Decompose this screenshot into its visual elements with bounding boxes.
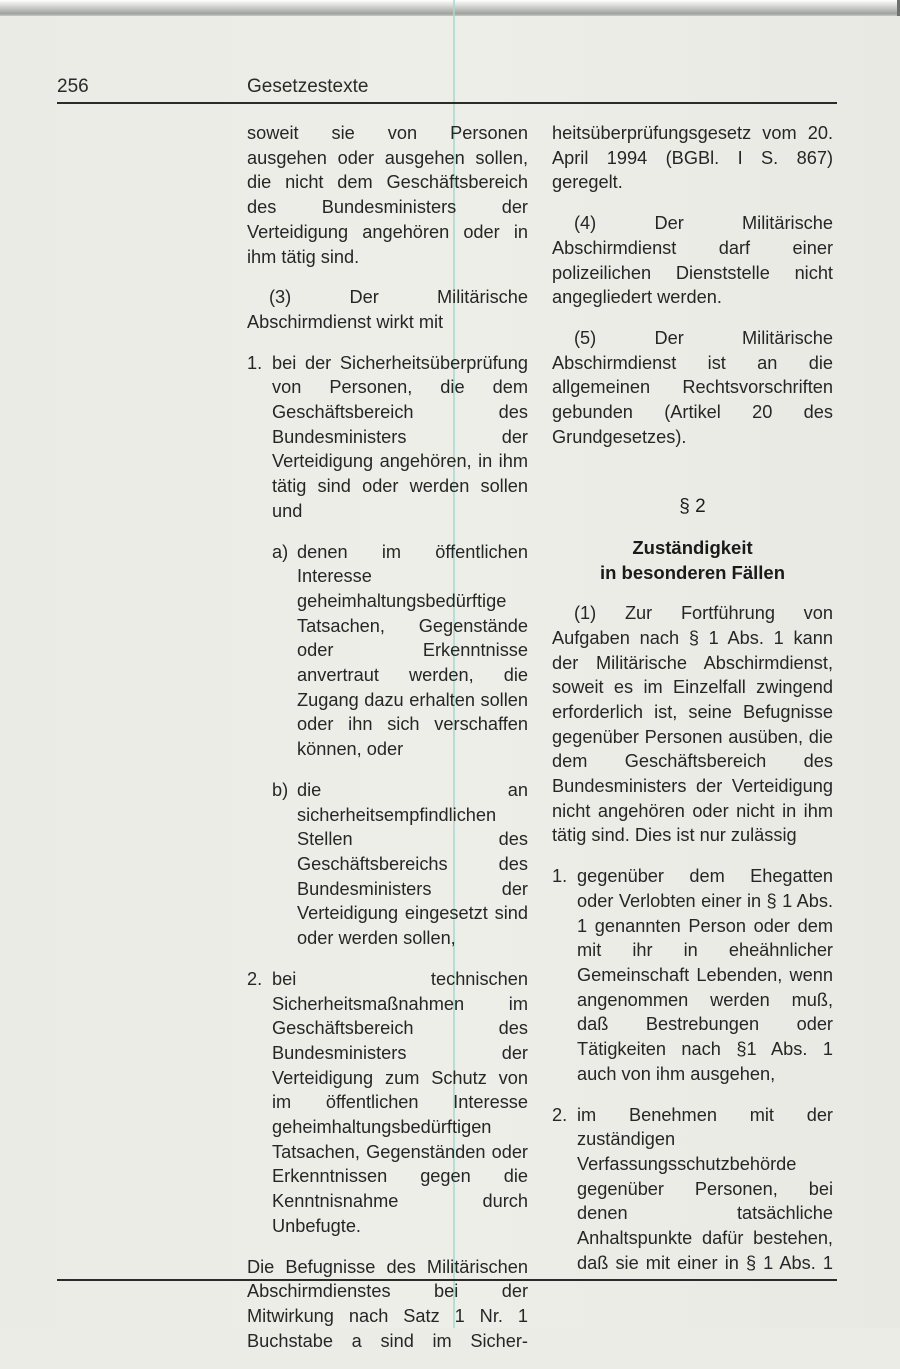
list-subitem-a [247,540,528,762]
list-item-text: gegenüber dem Ehegatten oder Verlobten einer in § 1 Abs. 1 genannten Person oder dem mit ihr in eheähnlicher Gemeinschaft Lebenden, wenn angenommen werden muß, daß Bestrebungen oder Tätigkeiten nach §1 Abs. 1 auch von ihm ausgehen, [577,866,833,1084]
list-item-text: denen im öffentlichen Interesse geheimhaltungsbedürftige Tatsachen, Gegenstände oder Erkenntnisse anvertraut werden, die Zugang dazu erhalten sollen oder ihn sich verschaffen können, oder [297,541,528,760]
paragraph-abs-5: (5) Der Militärische Abschirmdienst ist an die allgemeinen Rechtsvorschriften gebunden (Artikel 20 des Grundgesetzes). [552,327,833,447]
scan-border-top [0,0,900,16]
page-header [57,76,837,100]
left-column [247,121,528,1369]
list-item-text: bei technischen Sicherheitsmaßnahmen im Geschäftsbereich des Bundesministers der Verteidigung zum Schutz von im öffentlichen Interesse geheimhaltungsbedürftigen Tatsachen, Gegenständen oder Erkenntnissen gegen die Kenntnisnahme durch Unbefugte. [272,968,528,1236]
list-marker: 1. [247,352,263,373]
list-marker: a) [272,541,289,562]
right-column [552,121,833,1291]
paragraph: Die Befugnisse des Militärischen Abschirmdienstes bei der Mitwirkung nach Satz 1 Nr. 1 Buchstabe a sind im Sicher- [247,1256,528,1351]
page-number: 256 [57,76,89,97]
paragraph: heitsüberprüfungsgesetz vom 20. April 1994 (BGBl. I S. 867) geregelt. [552,123,833,193]
footer-rule [57,1279,837,1281]
section-title-line: in besonderen Fällen [599,561,786,583]
paragraph: soweit sie von Personen ausgehen oder ausgehen sollen, die nicht dem Geschäftsbereich des Bundesministers der Verteidigung angehören oder in ihm tätig sind. [247,123,528,267]
list-item-1 [247,351,528,524]
list-item-2 [552,1103,833,1276]
paragraph-abs-1: (1) Zur Fortführung von Aufgaben nach § 1 Abs. 1 kann der Militärische Abschirmdienst, soweit es im Einzelfall zwingend erforderlich ist, seine Befugnisse gegenüber Personen ausüben, die dem Geschäftsbereich des Bundesministers der Verteidigung nicht angehören oder nicht in ihm tätig sind. Dies ist nur zulässig [552,603,833,846]
list-marker: b) [272,779,289,800]
list-marker: 1. [552,866,568,887]
list-marker: 2. [247,968,263,989]
list-item-2 [247,967,528,1239]
list-marker: 2. [552,1104,568,1125]
section-title-line: Zuständigkeit [632,537,753,559]
running-head: Gesetzestexte [247,76,369,97]
list-item-text: im Benehmen mit der zuständigen Verfassungsschutzbehörde gegenüber Personen, bei denen tatsächliche Anhaltspunkte dafür bestehen, daß sie mit einer in § 1 Abs. 1 [577,1104,833,1273]
list-subitem-b [247,778,528,951]
paragraph-abs-3: (3) Der Militärische Abschirmdienst wirkt mit [247,287,528,332]
section-number: § 2 [679,496,706,518]
list-item-text: bei der Sicherheitsüberprüfung von Personen, die dem Geschäftsbereich des Bundesministers der Verteidigung angehören, in ihm tätig sind oder werden sollen und [272,352,528,521]
paragraph-abs-4: (4) Der Militärische Abschirmdienst darf einer polizeilichen Dienststelle nicht angegliedert werden. [552,213,833,308]
section-title [552,536,833,585]
header-rule [57,102,837,104]
list-item-text: die an sicherheitsempfindlichen Stellen des Geschäftsbereichs des Bundesministers der Verteidigung eingesetzt sind oder werden sollen, [297,779,528,949]
list-item-1 [552,864,833,1086]
